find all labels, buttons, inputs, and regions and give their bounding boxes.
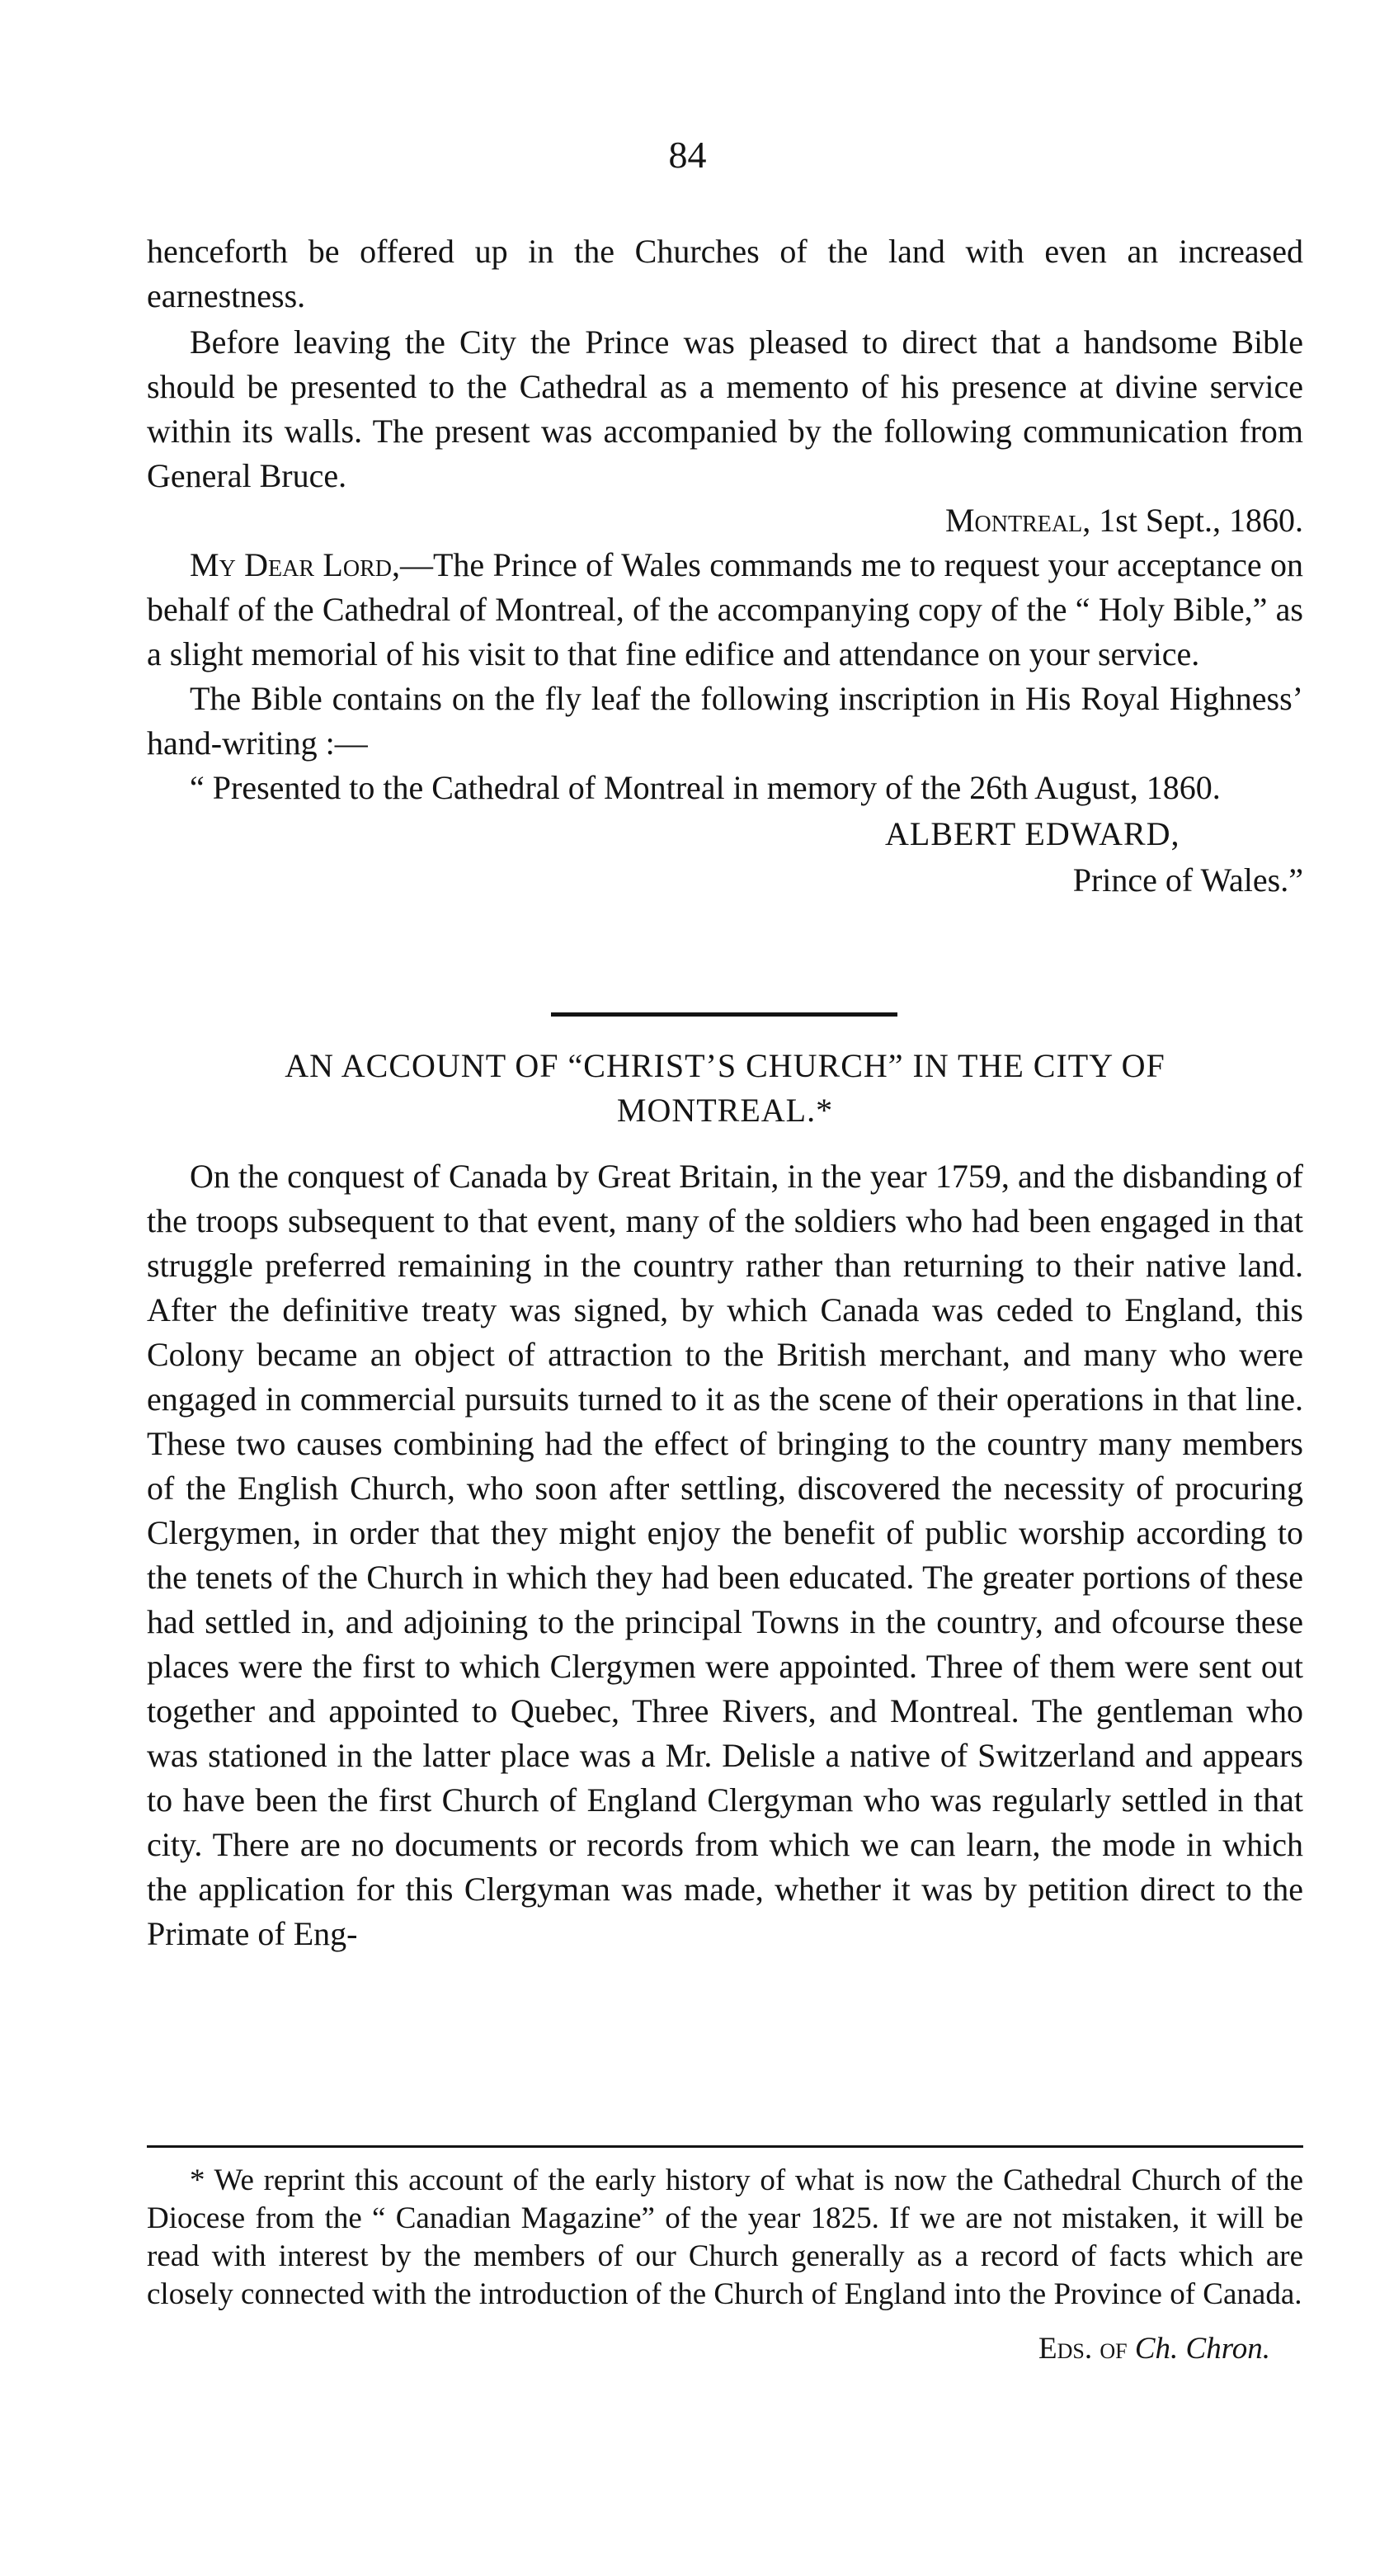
upper-section xyxy=(147,229,1303,903)
signature-name: ALBERT EDWARD, xyxy=(885,815,1180,852)
section-heading-line2: MONTREAL.* xyxy=(616,1092,834,1129)
dateline-date: 1st Sept., 1860. xyxy=(1090,502,1303,539)
signature-title: Prince of Wales.” xyxy=(1072,861,1303,899)
section-divider xyxy=(551,1012,897,1017)
letter-body: —The Prince of Wales commands me to request your acceptance on behalf of the Cathedral of Montreal, of the accompanying copy of the “ Holy Bible,” as a slight memorial of his visit to that fine edifice and attendance on your service. xyxy=(147,546,1303,672)
bible-paragraph: Before leaving the City the Prince was pleased to direct that a handsome Bible should be presented to the Cathedral as a memento of his presence at divine service within its walls. The present was accompanied by the following communication from General Bruce. xyxy=(147,323,1303,494)
account-paragraph: On the conquest of Canada by Great Britain, in the year 1759, and the disbanding of the troops subsequent to that event, many of the soldiers who had been engaged in that struggle preferred remaining in the country rather than returning to their native land. After the definitive treaty was signed, by which Canada was ceded to England, this Colony became an object of attraction to the British merchant, and many who were engaged in commercial pursuits turned to it as the scene of their operations in that line. These two causes combining had the effect of bringing to the country many members of the English Church, who soon after settling, discovered the necessity of procuring Clergymen, in order that they might enjoy the benefit of public worship according to the tenets of the Church in which they had been educated. The greater portions of these had settled in, and adjoining to the principal Towns in the country, and ofcourse these places were the first to which Clergymen were appointed. Three of them were sent out together and appointed to Quebec, Three Rivers, and Montreal. The gentleman who was stationed in the latter place was a Mr. Delisle a native of Switzerland and appears to have been the first Church of England Clergyman who was regularly settled in that city. There are no documents or records from which we can learn, the mode in which the application for this Clergyman was made, whether it was by petition direct to the Primate of Eng- xyxy=(147,1158,1303,1952)
letter-dateline xyxy=(147,498,1303,543)
account-section xyxy=(147,1044,1303,1956)
footnote-signature-prefix: Eds. of xyxy=(1038,2332,1135,2366)
page-number: 84 xyxy=(668,134,707,176)
section-heading-line1: AN ACCOUNT OF “CHRIST’S CHURCH” IN THE CITY OF xyxy=(285,1047,1165,1084)
footnote-rule xyxy=(147,2145,1303,2148)
letter-salutation: My Dear Lord, xyxy=(190,546,400,583)
inscription-paragraph: “ Presented to the Cathedral of Montreal in memory of the 26th August, 1860. xyxy=(190,769,1221,806)
continuation-paragraph: henceforth be offered up in the Churches of the land with even an increased earnestness. xyxy=(147,233,1303,314)
footnote-section xyxy=(147,2162,1303,2370)
letter-paragraph xyxy=(147,543,1303,677)
footnote-signature-italic: Ch. Chron. xyxy=(1134,2332,1270,2366)
footnote-signature xyxy=(147,2328,1303,2370)
footnote-text: * We reprint this account of the early history of what is now the Cathedral Church of the Diocese from the “ Canadian Magazine” of the year 1825. If we are not mistaken, it will be read with interest by the members of our Church generally as a record of facts which are closely connected with the introduction of the Church of England into the Province of Canada. xyxy=(147,2163,1303,2311)
dateline-place: Montreal, xyxy=(944,502,1091,539)
flyleaf-paragraph: The Bible contains on the fly leaf the following inscription in His Royal Highness’ hand-writing :— xyxy=(147,680,1303,762)
